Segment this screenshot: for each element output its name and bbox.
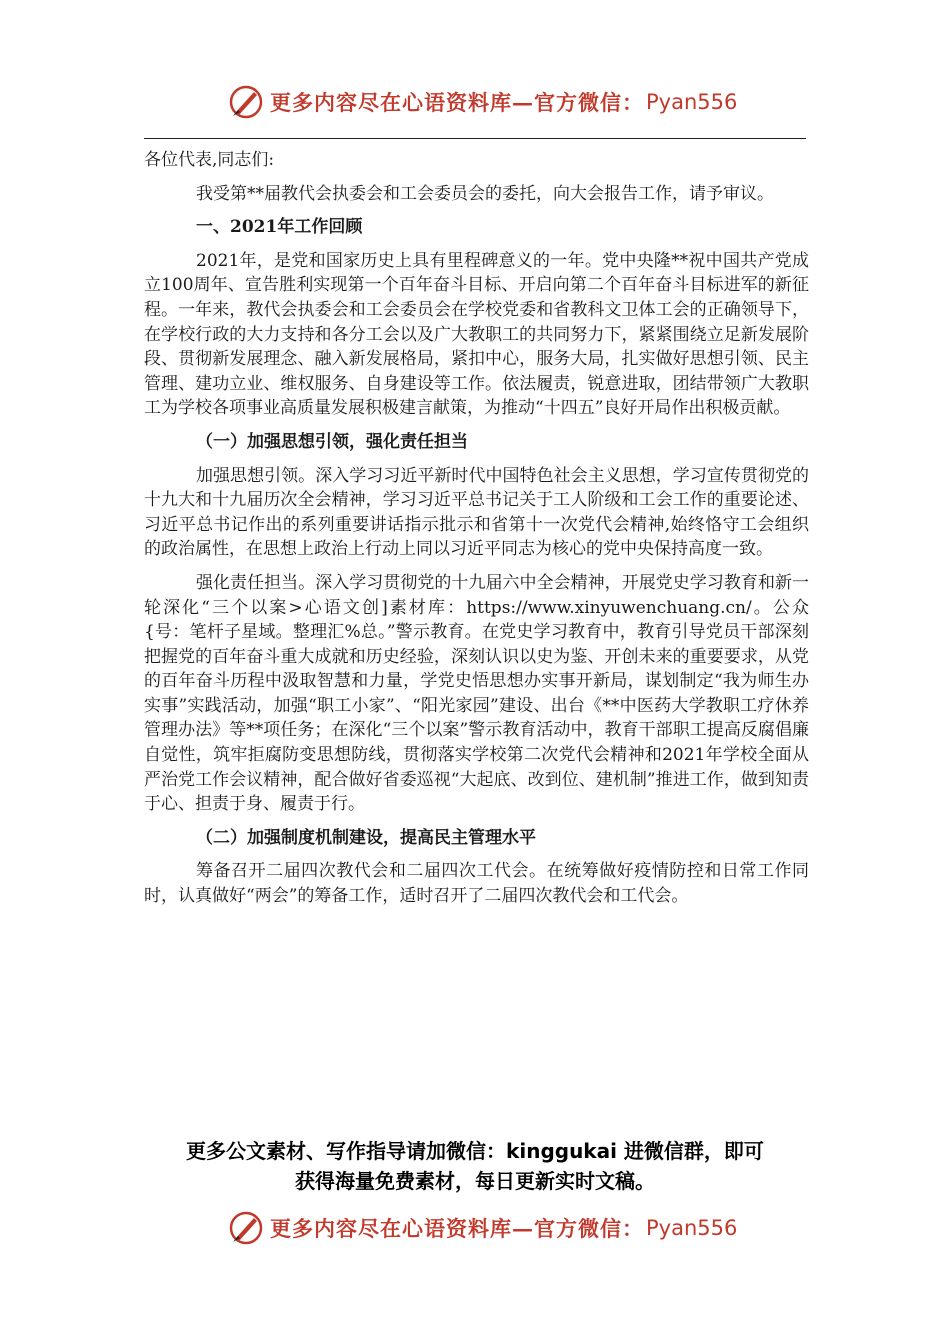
header-divider	[144, 138, 806, 139]
subsection1-paragraph1: 加强思想引领。深入学习习近平新时代中国特色社会主义思想，学习宣传贯彻党的十九大和十九届历次全会精神，学习习近平总书记关于工人阶级和工会工作的重要论述、习近平总书记作出的系列重要讲话指示批示和省第十一次党代会精神,始终恪守工会组织的政治属性，在思想上政治上行动上同以习近平同志为核心的党中央保持高度一致。	[144, 465, 809, 560]
promo-line2: 获得海量免费素材，每日更新实时文稿。	[295, 1169, 655, 1193]
header-banner-brand: Pyan556	[646, 90, 738, 114]
subsection2-paragraph1: 筹备召开二届四次教代会和二届四次工代会。在统筹做好疫情防控和日常工作同时，认真做好“两会”的筹备工作，适时召开了二届四次教代会和工代会。	[144, 861, 809, 907]
subsection1-title: （一）加强思想引领，强化责任担当	[196, 431, 468, 452]
promo-line1: 更多公文素材、写作指导请加微信：kinggukai 进微信群，即可	[186, 1139, 764, 1163]
section1-title: 一、2021年工作回顾	[196, 217, 363, 238]
salutation: 各位代表,同志们:	[144, 150, 275, 170]
document-body	[144, 148, 809, 918]
footer-banner	[228, 1208, 737, 1248]
header-banner-text: 更多内容尽在心语资料库—官方微信：	[270, 90, 644, 115]
pen-logo-icon	[228, 1210, 264, 1246]
footer-banner-brand: Pyan556	[646, 1216, 738, 1240]
header-banner	[228, 82, 737, 122]
subsection1-paragraph2: 强化责任担当。深入学习贯彻党的十九届六中全会精神，开展党史学习教育和新一轮深化“三个以案>心语文创]素材库：https://www.xinyuwenchuang.cn/。公众{号：笔杆子星域。整理汇%总。”警示教育。在党史学习教育中，教育引导党员干部深刻把握党的百年奋斗重大成就和历史经验，深刻认识以史为鉴、开创未来的重要要求，从党的百年奋斗历程中汲取智慧和力量，学党史悟思想办实事开新局，谋划制定“我为师生办实事”实践活动，加强“职工小家”、“阳光家园”建设、出台《**中医药大学教职工疗休养管理办法》等**项任务；在深化“三个以案”警示教育活动中，教育干部职工提高反腐倡廉自觉性，筑牢拒腐防变思想防线，贯彻落实学校第二次党代会精神和2021年学校全面从严治党工作会议精神，配合做好省委巡视“大起底、改到位、建机制”推进工作，做到知责于心、担责于身、履责于行。	[144, 572, 809, 815]
pen-logo-icon	[228, 84, 264, 120]
promo-text	[0, 1136, 950, 1196]
section1-paragraph: 2021年，是党和国家历史上具有里程碑意义的一年。党中央隆**祝中国共产党成立100周年、宣告胜利实现第一个百年奋斗目标、开启向第二个百年奋斗目标进军的新征程。一年来，教代会执委会和工会委员会在学校党委和省教科文卫体工会的正确领导下，在学校行政的大力支持和各分工会以及广大教职工的共同努力下，紧紧围绕立足新发展阶段、贯彻新发展理念、融入新发展格局，紧扣中心，服务大局，扎实做好思想引领、民主管理、建功立业、维权服务、自身建设等工作。依法履责，锐意进取，团结带领广大教职工为学校各项事业高质量发展积极建言献策，为推动“十四五”良好开局作出积极贡献。	[144, 250, 809, 419]
subsection2-title: （二）加强制度机制建设，提高民主管理水平	[196, 827, 536, 848]
footer-banner-text: 更多内容尽在心语资料库—官方微信：	[270, 1216, 644, 1241]
intro-paragraph: 我受第**届教代会执委会和工会委员会的委托，向大会报告工作，请予审议。	[196, 183, 774, 204]
